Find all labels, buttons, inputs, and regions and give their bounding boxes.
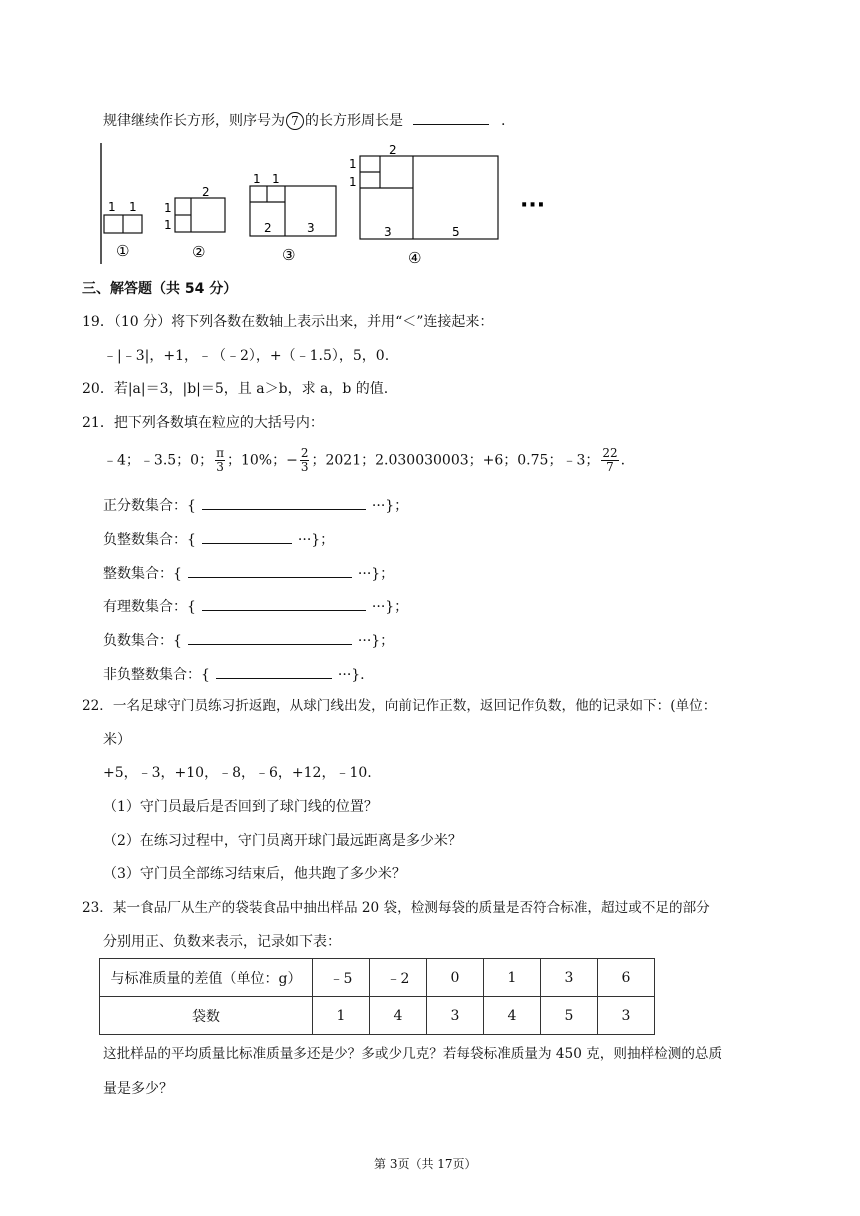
set-negative-integers [103,531,334,547]
q19-numbers: ﹣|﹣3|，+1，﹣（﹣2），+（﹣1.5），5，0. [103,348,390,364]
q21-numbers [103,447,625,474]
q18-tail [103,112,505,130]
f4-caption: ④ [408,249,422,267]
set-answer-blank [202,598,366,611]
set-answer-blank [216,666,332,679]
set-answer-blank [202,497,366,510]
q19-stem: 19．（10 分）将下列各数在数轴上表示出来，并用“＜”连接起来： [82,314,494,330]
q21-nums-end: . [620,452,626,469]
set-positive-fractions [103,497,408,513]
frac3-den: 7 [606,460,614,475]
rectangle-pattern-figure [0,140,860,270]
set-label: 有理数集合：{ [103,599,196,615]
f2-label-left-b: 1 [164,218,172,232]
q18-end: . [501,113,506,129]
frac1-den: 3 [216,460,224,475]
f2-label-top: 2 [202,185,210,199]
table-cell: 3 [541,959,598,997]
q23-stem-line2: 分别用正、负数来表示，记录如下表： [103,934,341,950]
f1-caption: ① [116,242,130,260]
f2-caption: ② [192,243,206,261]
set-end: ···}； [371,498,409,514]
set-negatives [103,632,394,648]
q22-sub2: （2）在练习过程中，守门员离开球门最远距离是多少米？ [103,833,462,849]
f4-label-left-a: 1 [349,157,357,171]
figure-3 [250,172,336,264]
q22-records: +5，﹣3，+10，﹣8，﹣6，+12，﹣10. [103,765,372,781]
q23-question-line1: 这批样品的平均质量比标准质量多还是少？多或少几克？若每袋标准质量为 450 克，则抽样检测的总质 [103,1046,723,1062]
figure-1 [104,200,142,260]
f3-label-a: 1 [253,172,261,186]
set-label: 整数集合：{ [103,566,182,582]
section-3-title: 三、解答题（共 54 分） [82,281,238,297]
fraction-pi-over-3 [215,447,225,474]
fraction-2-over-3 [300,447,310,474]
set-answer-blank [188,632,352,645]
fraction-22-over-7 [601,447,618,474]
f4-label-d: 5 [452,225,460,239]
table-row [100,997,655,1035]
set-label: 负整数集合：{ [103,532,196,548]
table-cell: 6 [598,959,655,997]
set-nonnegative-integers [103,666,365,682]
f1-label-a: 1 [108,200,116,214]
table-cell: 1 [313,997,370,1035]
table-cell: 3 [427,997,484,1035]
q22-sub1: （1）守门员最后是否回到了球门线的位置？ [103,799,378,815]
set-end: ···}； [371,599,409,615]
frac2-num: 2 [300,446,309,460]
q22-sub3: （3）守门员全部练习结束后，他共跑了多少米？ [103,866,406,882]
f3-caption: ③ [282,246,296,264]
q20-text: 20．若|a|＝3，|b|＝5，且 a＞b，求 a，b 的值. [82,381,389,397]
f3-label-d: 3 [307,221,315,235]
row-header-difference: 与标准质量的差值（单位：g） [100,959,313,997]
q21-stem: 21．把下列各数填在粒应的大括号内： [82,415,324,431]
q21-nums-a: ﹣4；﹣3.5；0； [103,452,214,469]
table-cell: ﹣5 [313,959,370,997]
q23-data-table [99,958,655,1035]
table-row [100,959,655,997]
q21-nums-c: ；2021；2.030030003；+6；0.75；﹣3； [311,452,600,469]
page-footer: 第 3页（共 17页） [374,1157,477,1171]
set-end: ···}. [337,667,365,683]
set-label: 正分数集合：{ [103,498,196,514]
frac1-num: π [216,446,224,460]
set-answer-blank [202,531,292,544]
f4-label-top: 2 [389,143,397,157]
q18-answer-blank [413,112,489,125]
q23-stem-line1: 23．某一食品厂从生产的袋装食品中抽出样品 20 袋，检测每袋的质量是否符合标准，超过或不足的部分 [82,900,710,916]
figure-2 [164,185,225,261]
q18-text-after: 的长方形周长是 [305,113,403,129]
frac3-num: 22 [602,446,618,460]
set-end: ···}； [357,566,395,582]
q21-nums-b: ；10%；− [226,452,298,469]
q22-stem-line2: 米） [103,732,131,748]
set-end: ···}； [297,532,335,548]
f3-label-c: 2 [264,221,272,235]
f3-label-b: 1 [272,172,280,186]
f2-label-left-a: 1 [164,201,172,215]
set-rationals [103,598,408,614]
table-cell: 0 [427,959,484,997]
table-cell: ﹣2 [370,959,427,997]
set-answer-blank [188,565,352,578]
figure-4 [349,143,498,267]
set-end: ···}； [357,633,395,649]
circled-seven: 7 [286,112,304,130]
table-cell: 1 [484,959,541,997]
q23-question-line2: 量是多少？ [103,1081,173,1097]
f4-label-c: 3 [384,225,392,239]
set-integers [103,565,394,581]
q22-stem-line1: 22．一名足球守门员练习折返跑，从球门线出发，向前记作正数，返回记作负数，他的记录如下：(单位： [82,698,717,714]
q18-text-before: 规律继续作长方形，则序号为 [103,113,285,129]
set-label: 负数集合：{ [103,633,182,649]
f1-label-b: 1 [129,200,137,214]
table-cell: 5 [541,997,598,1035]
f4-label-left-b: 1 [349,175,357,189]
frac2-den: 3 [300,460,309,475]
table-cell: 3 [598,997,655,1035]
set-label: 非负整数集合：{ [103,667,210,683]
figure-ellipsis: ··· [520,193,546,218]
table-cell: 4 [484,997,541,1035]
table-cell: 4 [370,997,427,1035]
row-header-bags: 袋数 [100,997,313,1035]
